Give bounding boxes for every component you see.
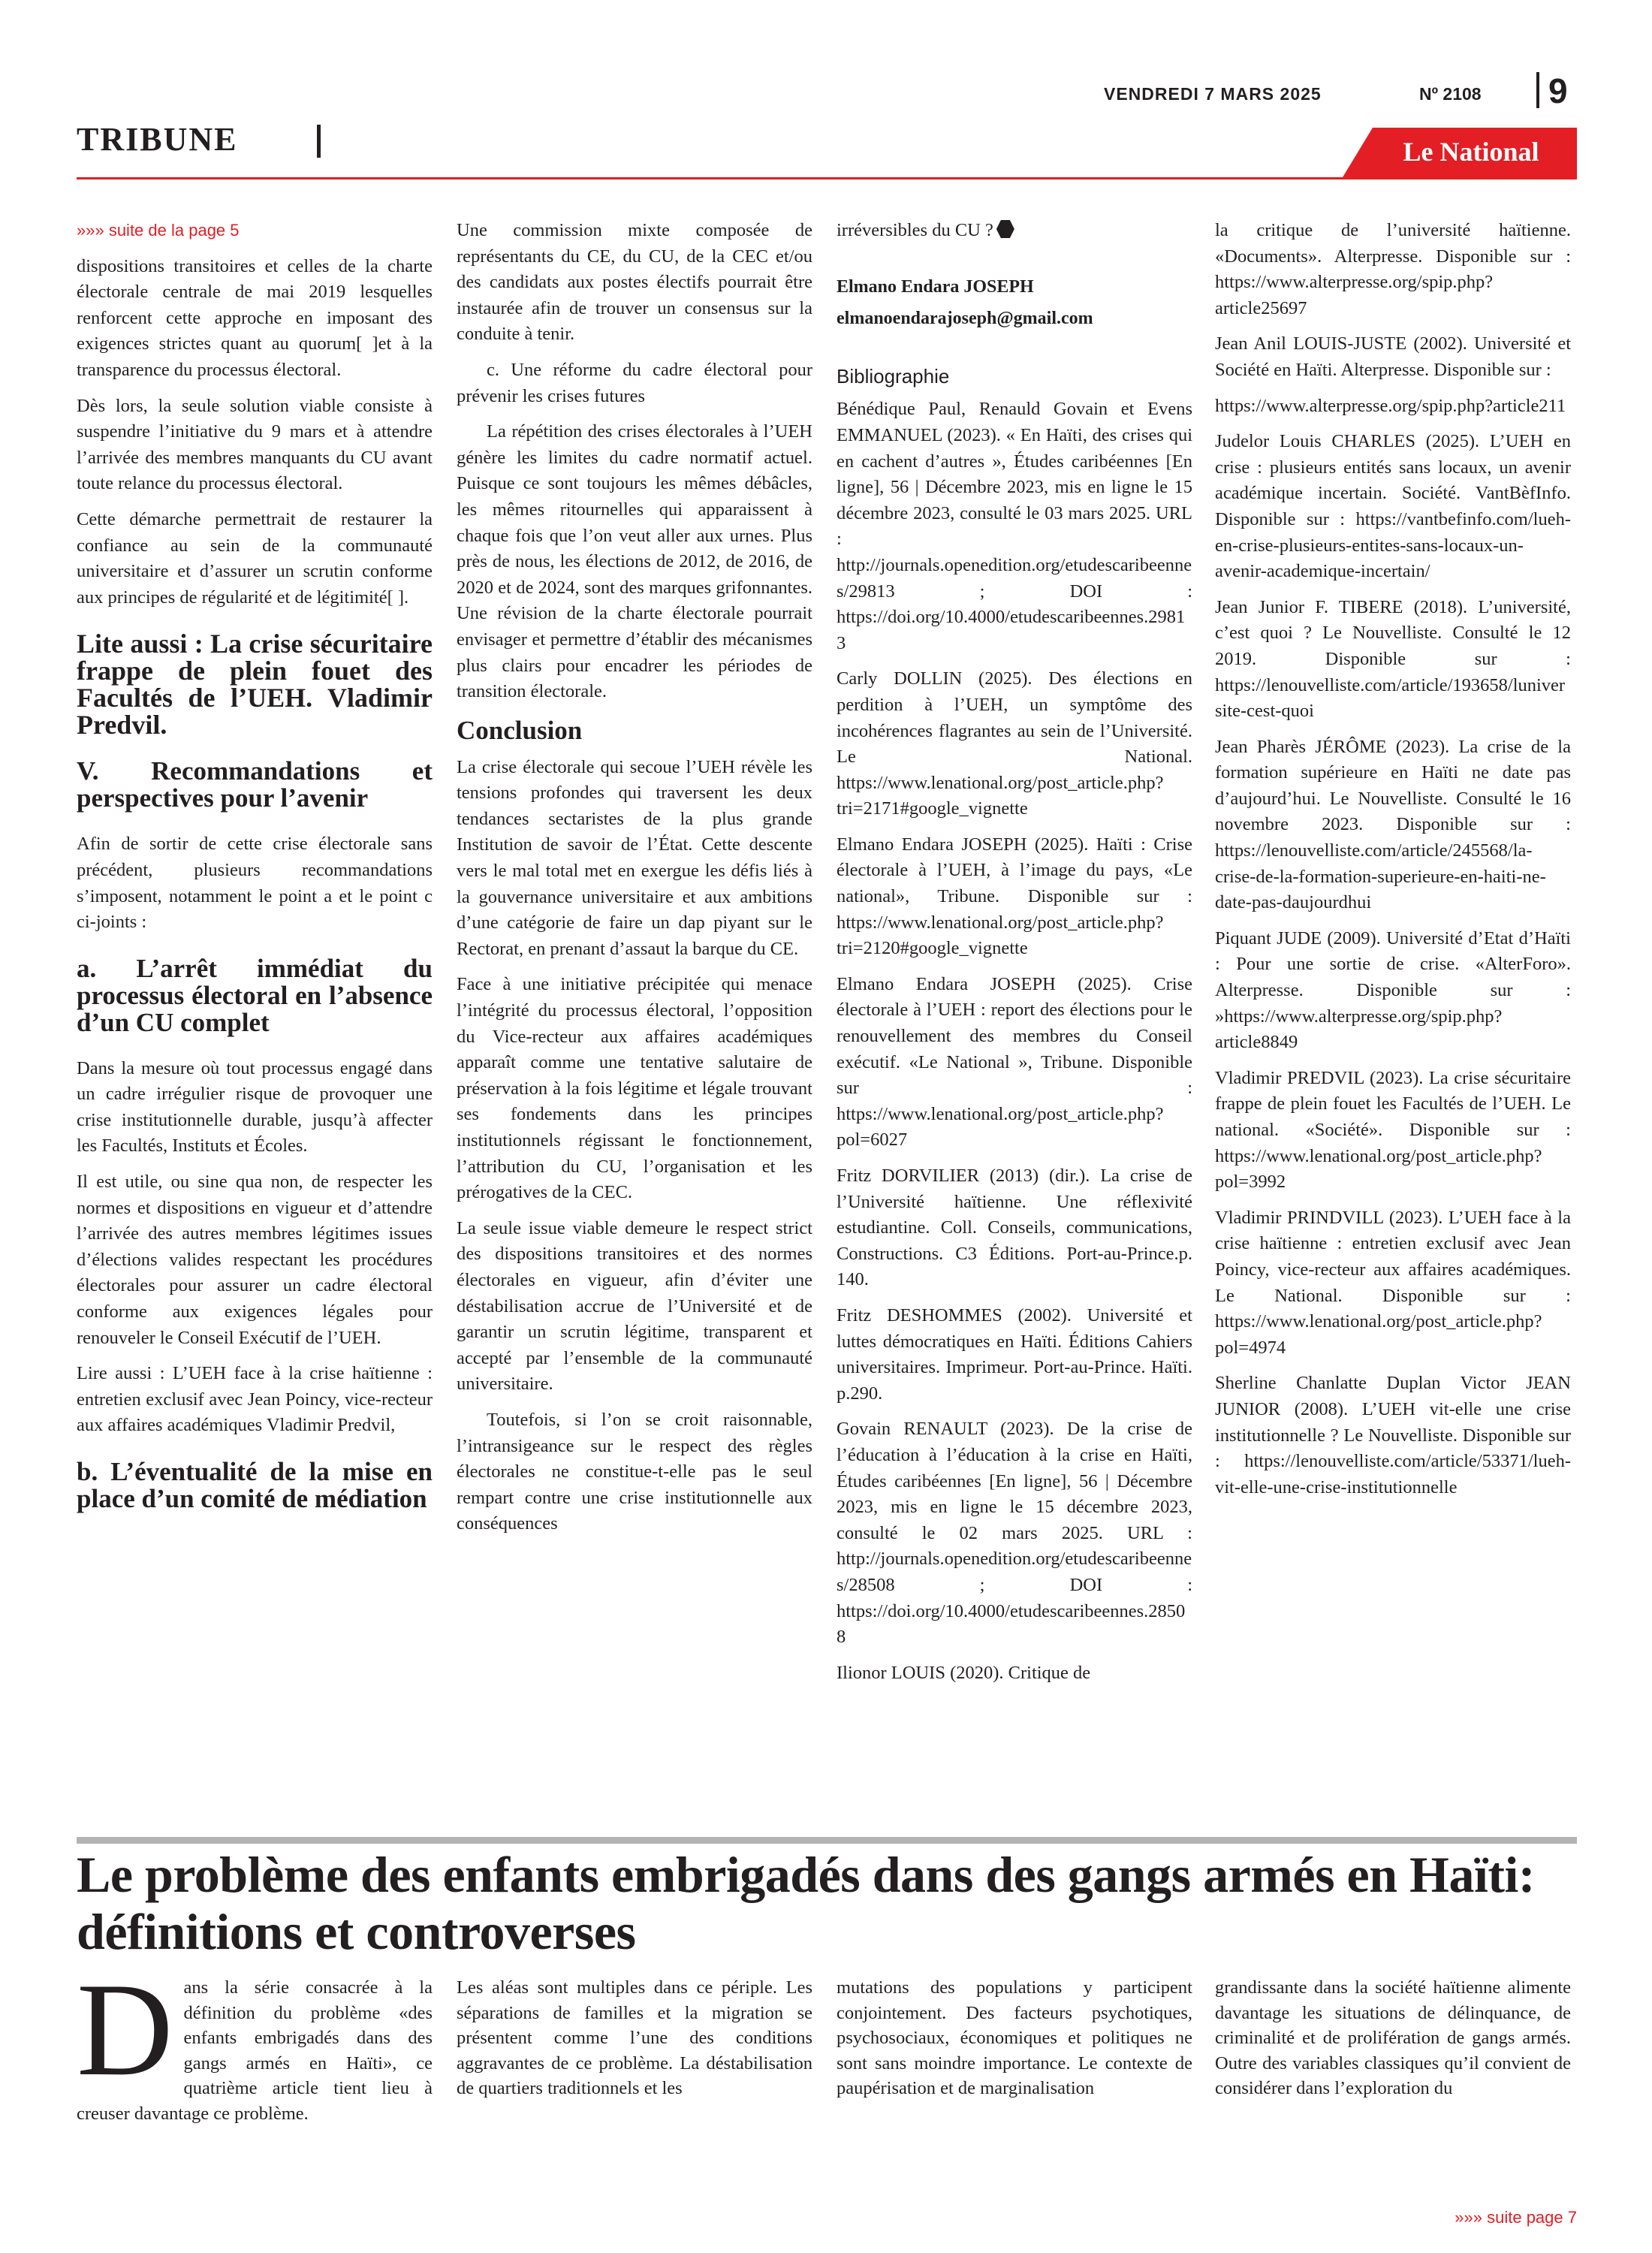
bibliography-entry: Carly DOLLIN (2025). Des élections en perdition à l’UEH, un symptôme des incohérences flagrantes au sein de l’Université. Le National. https://www.lenational.org/post_article.php?tri=2171#google_vignette (837, 668, 1192, 819)
issue-number: Nº 2108 (1419, 84, 1482, 104)
bibliography-link[interactable]: https://www.alterpresse.org/spip.php?article211 (1215, 395, 1566, 416)
paragraph: La répétition des crises électorales à l’UEH génère les limites du cadre normatif actuel. Puisque ce sont toujours les mêmes débâcles, les mêmes ritournelles qui apparaissent à chaque fois que l’on veut aller aux urnes. Plus près de nous, les élections de 2012, de 2016, de 2020 et de 2024, sont des marques grifonnantes. Une révision de la charte électorale pourrait envisager et permettre d’établir des mécanismes plus clairs pour encadrer les périodes de transition électorale. (457, 421, 812, 702)
article-separator (77, 1837, 1577, 1844)
paragraph: Cette démarche permettrait de restaurer la confiance au sein de la communauté universitaire et d’assurer un scrutin conforme aux principes de régularité et de légitimité[ ]. (77, 508, 433, 608)
bibliography-entry: la critique de l’université haïtienne. «Documents». Alterpresse. Disponible sur : https://www.alterpresse.org/spip.php?article25697 (1215, 220, 1571, 318)
paragraph: Afin de sortir de cette crise électorale sans précédent, plusieurs recommandations s’imposent, notamment le point a et le point c ci-joints : (77, 834, 433, 933)
paragraph: Toutefois, si l’on se croit raisonnable, l’intransigeance sur le respect des règles électorales ne constitue-t-elle pas le seul rempart contre une crise institutionnelle aux conséquences (457, 1409, 812, 1534)
page-number: 9 (1548, 71, 1568, 110)
paragraph: Les aléas sont multiples dans ce périple. Les séparations de familles et la migration se présentent comme l’une des conditions aggravantes de ce problème. La déstabilisation de quartiers traditionnels et les (457, 1977, 812, 2099)
paragraph: Face à une initiative précipitée qui menace l’intégrité du processus électoral, l’opposition du Vice-recteur aux affaires académiques apparaît comme une tentative salutaire de préservation à la fois légitime et légale trouvant ses fondements dans les principes institutionnels régissant le fonctionnement, l’attribution du CU, l’organisation et les prérogatives de la CEC. (457, 974, 812, 1203)
bibliography-entry: Judelor Louis CHARLES (2025). L’UEH en crise : plusieurs entités sans locaux, un avenir académique incertain. Société. VantBèfInfo. Disponible sur : https://vantbefinfo.com/lueh-en-crise-plusieurs-entites-sans-locaux-un-avenir-academique-incertain/ (1215, 431, 1571, 582)
article-column-2 (457, 218, 812, 1834)
bibliography-entry: Bénédique Paul, Renauld Govain et Evens EMMANUEL (2023). « En Haïti, des crises qui en cachent d’autres », Études caribéennes [En ligne], 56 | Décembre 2023, mis en ligne le 15 décembre 2023, consulté le 03 mars 2025. URL : http://journals.openedition.org/etudescaribeennes/29813 ; DOI : https://doi.org/10.4000/etudescaribeennes.29813 (837, 399, 1192, 653)
closing-paragraph (837, 218, 1192, 244)
paragraph: ans la série consacrée à la définition du problème «des enfants embrigadés dans des gangs armés en Haïti», ce quatrième article tient lieu à creuser davantage ce problème. (77, 1977, 433, 2124)
article2-column-3 (837, 1975, 1192, 2101)
page-number-divider (1536, 72, 1539, 108)
section-heading-recommendations: V. Recommandations et perspectives pour l’avenir (77, 756, 433, 813)
closing-text: irréversibles du CU ? (837, 220, 993, 240)
author-email[interactable]: elmanoendarajoseph@gmail.com (837, 309, 1093, 329)
bibliography-entry: Vladimir PREDVIL (2023). La crise sécuritaire frappe de plein fouet les Facultés de l’UEH. Le national. «Société». Disponible sur : https://www.lenational.org/post_article.php?pol=3992 (1215, 1067, 1571, 1193)
article-column-4 (1215, 218, 1571, 1834)
conclusion-heading: Conclusion (457, 715, 583, 745)
read-also-paragraph[interactable]: Lire aussi : L’UEH face à la crise haïtienne : entretien exclusif avec Jean Poincy, vice-recteur aux affaires académiques Vladimir Predvil, (77, 1363, 433, 1436)
bibliography-entry: Jean Pharès JÉRÔME (2023). La crise de la formation supérieure en Haïti ne date pas d’aujourd’hui. Le Nouvelliste. Consulté le 16 novembre 2023. Disponible sur : https://lenouvelliste.com/article/245568/la-crise-de-la-formation-superieure-en-haiti-ne-date-pas-daujourdhui (1215, 736, 1571, 913)
article2-column-1 (77, 1955, 433, 2127)
subheading-c: c. Une réforme du cadre électoral pour prévenir les crises futures (457, 359, 812, 406)
bibliography-entry: Govain RENAULT (2023). De la crise de l’éducation à l’éducation à la crise en Haïti, Études caribéennes [En ligne], 56 | Décembre 2023, mis en ligne le 15 décembre 2023, consulté le 02 mars 2025. URL : http://journals.openedition.org/etudescaribeennes/28508 ; DOI : https://doi.org/10.4000/etudescaribeennes.28508 (837, 1419, 1192, 1648)
paragraph: mutations des populations y participent conjointement. Des facteurs psychotiques, psychosociaux, économiques et politiques ne sont sans moindre importance. Le contexte de paupérisation et de marginalisation (837, 1977, 1192, 2099)
bibliography-entry: Vladimir PRINDVILL (2023). L’UEH face à la crise haïtienne : entretien exclusif avec Jean Poincy, vice-recteur aux affaires académiques. Le National. Disponible sur : https://www.lenational.org/post_article.php?pol=4974 (1215, 1207, 1571, 1358)
end-of-article-icon (996, 220, 1014, 238)
header-rule (77, 177, 1577, 179)
bibliography-entry: Jean Junior F. TIBERE (2018). L’université, c’est quoi ? Le Nouvelliste. Consulté le 12 2019. Disponible sur : https://lenouvelliste.com/article/193658/luniversite-cest-quoi (1215, 596, 1571, 722)
continued-from-link[interactable]: »»» suite de la page 5 (77, 221, 240, 240)
paragraph: dispositions transitoires et celles de la charte électorale centrale de mai 2019 lesquelles renforcent cette approche en imposant des exigences strictes quant au quorum[ ]et à la transparence du processus électoral. (77, 255, 433, 380)
paragraph: grandissante dans la société haïtienne alimente davantage les situations de délinquance, de criminalité et de prolifération de gangs armés. Outre des variables classiques qu’il convient de considérer dans l’exploration du (1215, 1977, 1571, 2099)
bibliography-entry: Elmano Endara JOSEPH (2025). Crise électorale à l’UEH : report des élections pour le renouvellement des membres du Conseil exécutif. «Le National », Tribune. Disponible sur : https://www.lenational.org/post_article.php?pol=6027 (837, 973, 1192, 1151)
paragraph: Dès lors, la seule solution viable consiste à suspendre l’initiative du 9 mars et à attendre l’arrivée des membres manquants du CU avant toute relance du processus électoral. (77, 395, 433, 494)
bibliography-entry: Fritz DESHOMMES (2002). Université et luttes démocratiques en Haïti. Éditions Cahiers universitaires. Imprimeur. Port-au-Prince. Haïti. p.290. (837, 1304, 1192, 1404)
section-title: TRIBUNE (77, 121, 238, 158)
article2-column-4 (1215, 1975, 1571, 2101)
read-also-heading[interactable]: Lite aussi : La crise sécuritaire frappe de plein fouet des Facultés de l’UEH. Vladimir Predvil. (77, 629, 433, 740)
issue-date: VENDREDI 7 MARS 2025 (1104, 84, 1322, 104)
bibliography-entry: Ilionor LOUIS (2020). Critique de (837, 1662, 1091, 1683)
paragraph: Une commission mixte composée de représentants du CE, du CU, de la CEC et/ou des candidats aux postes électifs pourrait être instaurée afin de trouver un consensus sur la conduite à tenir. (457, 220, 812, 345)
bibliography-entry: Elmano Endara JOSEPH (2025). Haïti : Crise électorale à l’UEH, à l’image du pays, «Le national», Tribune. Disponible sur : https://www.lenational.org/post_article.php?tri=2120#google_vignette (837, 834, 1192, 959)
paragraph: Dans la mesure où tout processus engagé dans un cadre irrégulier risque de provoquer une crise institutionnelle durable, jusqu’à affecter les Facultés, Instituts et Écoles. (77, 1057, 433, 1157)
paragraph: La crise électorale qui secoue l’UEH révèle les tensions profondes qui traversent les deux tendances sectaristes de la plus grande Institution de savoir de l’État. Cette descente vers le mal total met en exergue les défis liés à la gouvernance universitaire et aux ambitions d’une catégorie de faire un dap piyant sur le Rectorat, en prenant d’assaut la barque du CE. (457, 756, 812, 959)
bibliography-entry: Piquant JUDE (2009). Université d’Etat d’Haïti : Pour une sortie de crise. «AlterForo». Alterpresse. Disponible sur : »https://www.alterpresse.org/spip.php?article8849 (1215, 927, 1571, 1053)
subheading-b: b. L’éventualité de la mise en place d’un comité de médiation (77, 1457, 433, 1513)
bibliography-heading: Bibliographie (837, 364, 950, 388)
article-headline: Le problème des enfants embrigadés dans des gangs armés en Haïti: définitions et controverses (77, 1846, 1536, 1960)
article-column-1 (77, 218, 433, 1834)
drop-cap: D (77, 1955, 173, 2104)
continued-on-link[interactable]: »»» suite page 7 (1455, 2208, 1577, 2227)
paragraph: La seule issue viable demeure le respect strict des dispositions transitoires et des normes électorales en vigueur, afin d’éviter une déstabilisation accrue de l’Université et de garantir un scrutin légitime, transparent et accepté par l’ensemble de la communauté universitaire. (457, 1217, 812, 1395)
paragraph: Il est utile, ou sine qua non, de respecter les normes et dispositions en vigueur et d’attendre l’arrivée des autres membres légitimes issues d’élections valides respectant les procédures électorales pour assurer un cadre électoral conforme aux exigences légales pour renouveler le Conseil Exécutif de l’UEH. (77, 1172, 433, 1348)
article-column-3 (837, 218, 1192, 1834)
bibliography-entry: Fritz DORVILIER (2013) (dir.). La crise de l’Université haïtienne. Une réflexivité estudiantine. Coll. Conseils, communications, Constructions. C3 Éditions. Port-au-Prince.p. 140. (837, 1166, 1192, 1290)
article2-column-2 (457, 1975, 812, 2101)
author-name: Elmano Endara JOSEPH (837, 276, 1034, 297)
subheading-a: a. L’arrêt immédiat du processus électoral en l’absence d’un CU complet (77, 953, 433, 1037)
section-divider (317, 125, 321, 158)
bibliography-entry: Sherline Chanlatte Duplan Victor JEAN JUNIOR (2008). L’UEH vit-elle une crise institutionnelle ? Le Nouvelliste. Disponible sur : https://lenouvelliste.com/article/53371/lueh-vit-elle-une-crise-institutionnelle (1215, 1373, 1571, 1497)
brand-name: Le National (1403, 137, 1539, 167)
bibliography-entry: Jean Anil LOUIS-JUSTE (2002). Université et Société en Haïti. Alterpresse. Disponible sur : (1215, 333, 1571, 380)
